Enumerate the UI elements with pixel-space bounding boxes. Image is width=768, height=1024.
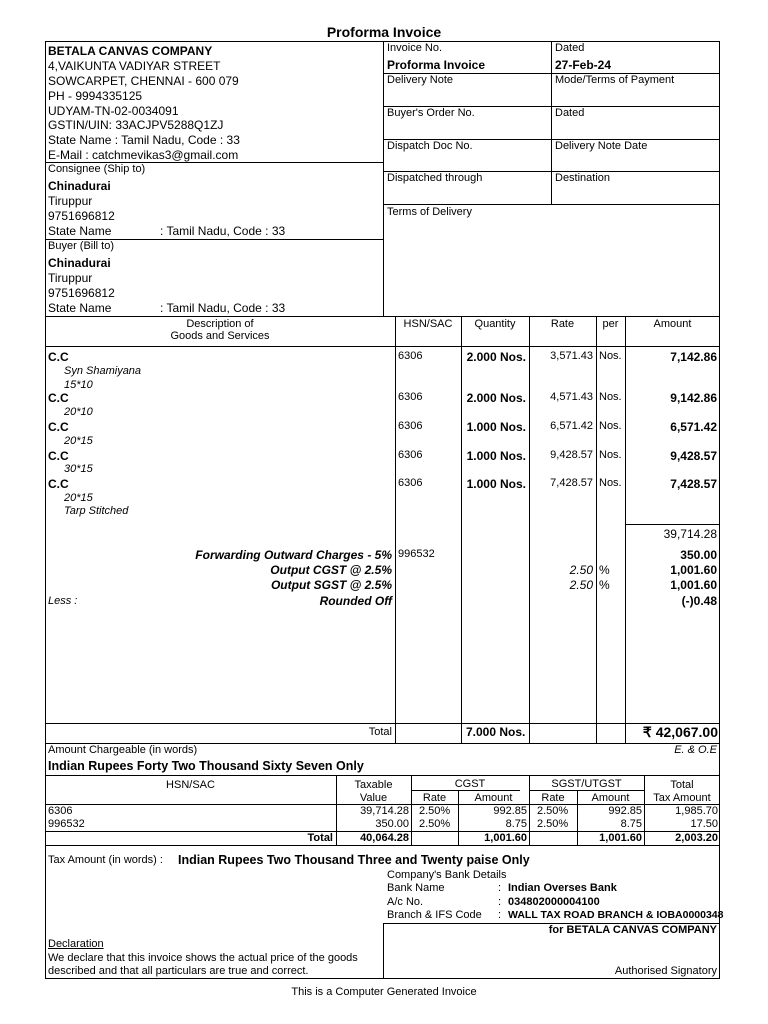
consignee-state-label: State Name [48,224,112,238]
tax-row-cgst-rate: 2.50% [419,805,451,817]
page-title: Proforma Invoice [326,24,442,40]
charge-label: Forwarding Outward Charges - 5% [195,548,392,562]
item-qty: 1.000 Nos. [466,449,526,463]
per-header: per [602,318,619,330]
charge-label: Output CGST @ 2.5% [270,563,392,577]
item-hsn: 6306 [398,391,423,403]
item-rate: 4,571.43 [550,391,593,403]
item-amount: 9,428.57 [670,449,717,463]
seller-name: BETALA CANVAS COMPANY [48,44,213,58]
bank-name-value: Indian Overses Bank [508,882,617,894]
tax-total-amount-header: Tax Amount [653,792,711,804]
item-qty: 2.000 Nos. [466,350,526,364]
seller-gstin: GSTIN/UIN: 33ACJPV5288Q1ZJ [48,118,224,132]
item-per: Nos. [599,420,622,432]
charge-per: % [599,578,610,592]
bank-branch-value: WALL TAX ROAD BRANCH & IOBA0000348 [508,909,724,921]
tax-taxable-header: Taxable [354,779,393,791]
total-label: Total [368,726,392,738]
item-name: C.C [48,350,69,364]
tax-row-total: 1,985.70 [675,805,718,817]
tax-value-header: Value [359,792,388,804]
consignee-name: Chinadurai [48,179,111,193]
buyer-label: Buyer (Bill to) [48,240,115,252]
charge-amount: 350.00 [680,548,717,562]
item-per: Nos. [599,391,622,403]
dispatched-through-label: Dispatched through [387,172,483,184]
item-hsn: 6306 [398,477,423,489]
seller-email: E-Mail : catchmevikas3@gmail.com [48,148,239,162]
charge-amount: 1,001.60 [670,578,717,592]
rate-header: Rate [550,318,575,330]
item-qty: 1.000 Nos. [466,420,526,434]
item-amount: 7,142.86 [670,350,717,364]
item-detail: 20*15 [64,492,93,504]
charge-rate: 2.50 [569,578,593,592]
tax-row-cgst-rate: 2.50% [419,818,451,830]
qty-header: Quantity [474,318,516,330]
invoice-no-value: Proforma Invoice [387,58,486,72]
declaration-line: described and that all particulars are true and correct. [48,965,309,977]
mode-terms-label: Mode/Terms of Payment [555,74,675,86]
charge-per: % [599,563,610,577]
tax-cgst-header: CGST [454,778,486,790]
tax-total-taxable: 40,064.28 [360,832,409,844]
tax-sgst-header: SGST/UTGST [551,778,622,790]
tax-cgst-rate-header: Rate [422,792,447,804]
invoice-no-label: Invoice No. [387,42,443,54]
item-name: C.C [48,391,69,405]
consignee-phone: 9751696812 [48,209,115,223]
item-rate: 9,428.57 [550,449,593,461]
tax-words-value: Indian Rupees Two Thousand Three and Twenty paise Only [178,853,530,867]
declaration-heading: Declaration [48,938,104,950]
item-qty: 2.000 Nos. [466,391,526,405]
item-amount: 6,571.42 [670,420,717,434]
tax-sgst-amount-header: Amount [591,792,630,804]
charge-label: Output SGST @ 2.5% [270,578,392,592]
amount-words-value: Indian Rupees Forty Two Thousand Sixty Seven Only [48,759,364,773]
bank-ac-value: 034802000004100 [508,896,600,908]
consignee-label: Consignee (Ship to) [48,163,146,175]
tax-row-sgst-rate: 2.50% [537,805,569,817]
seller-udyam: UDYAM-TN-02-0034091 [48,104,179,118]
item-detail: 15*10 [64,379,93,391]
consignee-city: Tiruppur [48,194,93,208]
item-detail: 30*15 [64,463,93,475]
buyer-name: Chinadurai [48,256,111,270]
tax-total-header: Total [670,779,694,791]
buyers-order-label: Buyer's Order No. [387,107,475,119]
tax-total-label: Total [307,832,333,844]
total-qty: 7.000 Nos. [466,725,526,739]
dated-label: Dated [555,42,585,54]
charge-amount: 1,001.60 [670,563,717,577]
tax-total-sgst: 1,001.60 [599,832,642,844]
delivery-note-label: Delivery Note [387,74,454,86]
tax-words-label: Tax Amount (in words) : [48,854,163,866]
tax-total-cgst: 1,001.60 [484,832,527,844]
buyer-phone: 9751696812 [48,286,115,300]
subtotal: 39,714.28 [663,527,717,541]
hsn-header: HSN/SAC [403,318,453,330]
item-amount: 7,428.57 [670,477,717,491]
item-per: Nos. [599,350,622,362]
tax-row-taxable: 39,714.28 [360,805,409,817]
item-rate: 6,571.42 [550,420,593,432]
tax-row-hsn: 6306 [48,805,73,817]
rounded-off-label: Rounded Off [319,594,392,608]
bank-colon: : [498,896,502,908]
tax-row-taxable: 350.00 [375,818,409,830]
buyer-state-value: : Tamil Nadu, Code : 33 [160,301,286,315]
delivery-note-date-label: Delivery Note Date [555,140,648,152]
bank-colon: : [498,882,502,894]
less-label: Less : [48,595,78,607]
bank-colon: : [498,909,502,921]
item-rate: 3,571.43 [550,350,593,362]
seller-address-line: 4,VAIKUNTA VADIYAR STREET [48,59,221,73]
desc-header-line1: Description of [186,318,254,330]
dispatch-doc-label: Dispatch Doc No. [387,140,473,152]
bank-ac-label: A/c No. [387,896,424,908]
item-rate: 7,428.57 [550,477,593,489]
for-company: for BETALA CANVAS COMPANY [548,924,717,936]
total-amount: ₹ 42,067.00 [642,724,718,740]
desc-header-line2: Goods and Services [170,330,270,342]
dated-value: 27-Feb-24 [555,58,612,72]
tax-row-hsn: 996532 [48,818,85,830]
amount-words-label: Amount Chargeable (in words) [48,744,198,756]
seller-address-line: SOWCARPET, CHENNAI - 600 079 [48,74,239,88]
bank-branch-label: Branch & IFS Code [387,909,482,921]
item-detail: Syn Shamiyana [64,365,142,377]
item-per: Nos. [599,477,622,489]
item-qty: 1.000 Nos. [466,477,526,491]
tax-row-cgst-amount: 992.85 [493,805,527,817]
item-hsn: 6306 [398,449,423,461]
item-detail: Tarp Stitched [64,505,129,517]
amount-header: Amount [653,318,692,330]
tax-row-cgst-amount: 8.75 [505,818,527,830]
destination-label: Destination [555,172,611,184]
tax-row-total: 17.50 [690,818,718,830]
item-amount: 9,142.86 [670,391,717,405]
footer-note: This is a Computer Generated Invoice [291,986,477,998]
bank-heading: Company's Bank Details [387,869,507,881]
item-hsn: 6306 [398,420,423,432]
buyer-city: Tiruppur [48,271,93,285]
dated2-label: Dated [555,107,585,119]
tax-sgst-rate-header: Rate [541,792,565,804]
terms-delivery-label: Terms of Delivery [387,206,472,218]
tax-row-sgst-rate: 2.50% [537,818,569,830]
item-name: C.C [48,420,69,434]
rounded-off-value: (-)0.48 [681,594,717,608]
seller-state: State Name : Tamil Nadu, Code : 33 [48,133,240,147]
item-detail: 20*10 [64,406,93,418]
buyer-state-label: State Name [48,301,112,315]
item-detail: 20*15 [64,435,93,447]
item-name: C.C [48,477,69,491]
item-per: Nos. [599,449,622,461]
charge-rate: 2.50 [569,563,593,577]
tax-hsn-header: HSN/SAC [166,779,215,791]
charge-hsn: 996532 [398,548,435,560]
item-name: C.C [48,449,69,463]
tax-row-sgst-amount: 992.85 [608,805,642,817]
seller-phone: PH - 9994335125 [48,89,143,103]
bank-name-label: Bank Name [387,882,445,894]
tax-cgst-amount-header: Amount [474,792,513,804]
tax-total-amount: 2,003.20 [675,832,718,844]
item-hsn: 6306 [398,350,423,362]
consignee-state-value: : Tamil Nadu, Code : 33 [160,224,286,238]
declaration-line: We declare that this invoice shows the actual price of the goods [48,952,358,964]
authorised-signatory: Authorised Signatory [614,965,717,977]
eoe-label: E. & O.E [674,744,717,756]
tax-row-sgst-amount: 8.75 [620,818,642,830]
